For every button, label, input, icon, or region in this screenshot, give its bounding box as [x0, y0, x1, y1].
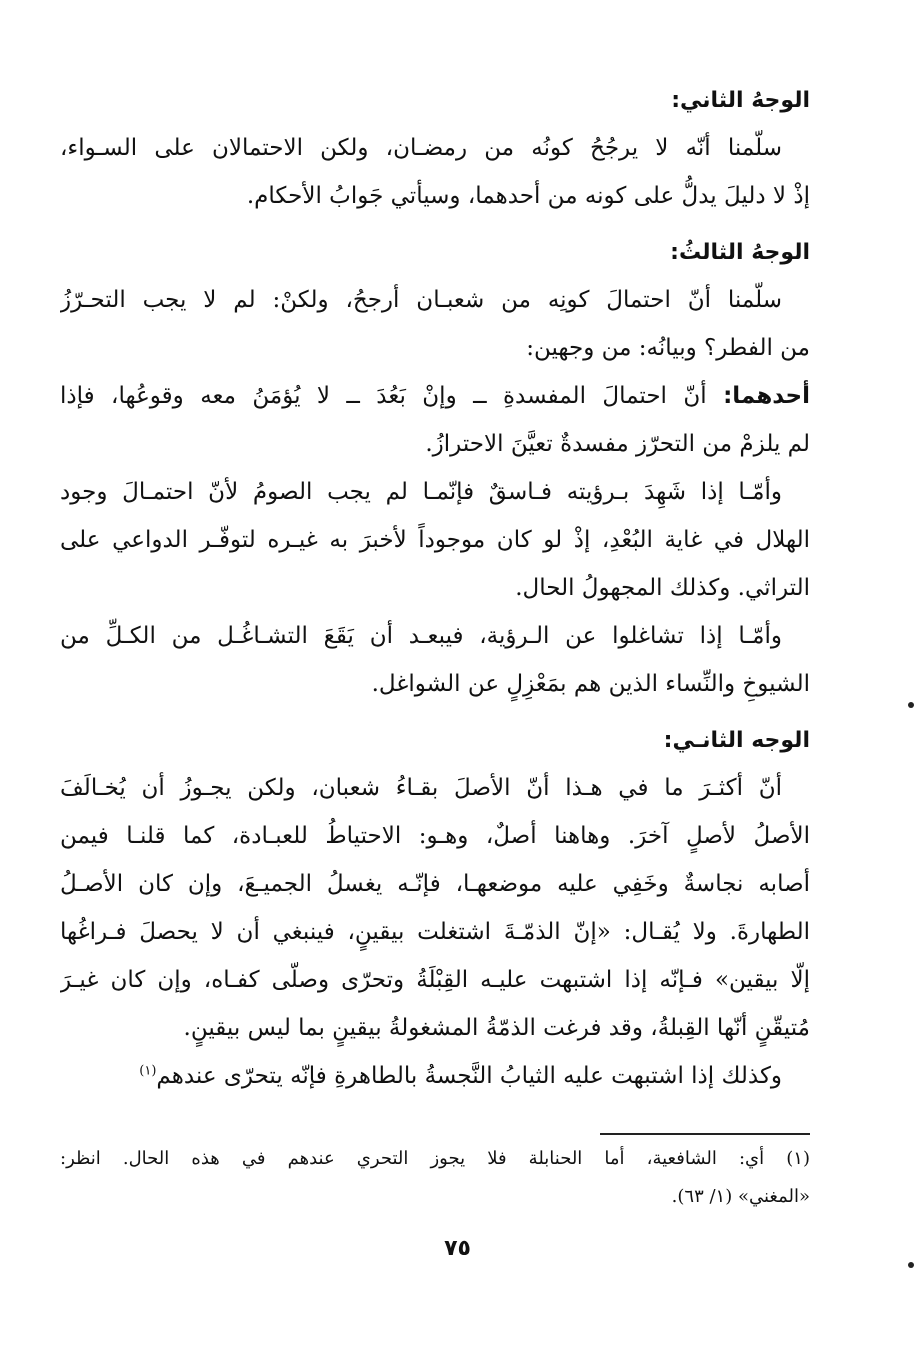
text-line: إذْ لا دليلَ يدلُّ على كونه من أحدهما، وسيأتي جَوابُ الأحكام. [246, 183, 810, 209]
footnote-line: (١) أي: الشافعية، أما الحنابلة فلا يجوز التحري عندهم في هذه الحال. انظر: [60, 1148, 810, 1169]
scan-edge-dot [908, 1262, 914, 1268]
text-line: الطهارةَ. ولا يُقـال: «إنّ الذمّـةَ اشتغلت بيقينٍ، فينبغي أن لا يحصلَ فـراغُها [60, 919, 810, 945]
text-line [60, 372, 810, 420]
text-line: وأمّـا إذا شَهِدَ بـرؤيته فـاسقٌ فإنّمـا لم يجب الصومُ لأنّ احتمـالَ وجود [60, 479, 782, 505]
section-heading: الوجهُ الثاني: [671, 88, 810, 113]
text-line: إلّا بيقين» فـإنّه إذا اشتبهت عليـه القِبْلَةُ وتحرّى وصلّى كفـاه، وإن كان غيـرَ [60, 967, 810, 993]
text-line: سلّمنا أنّ احتمالَ كونِه من شعبـان أرجحُ، ولكنْ: لم لا يجب التحـرّزُ [60, 287, 782, 313]
text-line: سلّمنا أنّه لا يرجُحُ كونُه من رمضـان، ولكن الاحتمالان على السـواء، [60, 135, 782, 161]
text-line: التراثي. وكذلك المجهولُ الحال. [515, 575, 810, 601]
text-span: أنّ احتمالَ المفسدةِ ــ وإنْ بَعُدَ ــ لا يُؤمَنُ معه وقوعُها، فإذا [60, 383, 707, 409]
footnote-rule [600, 1133, 810, 1135]
text-line: الأصلُ لأصلٍ آخرَ. وهاهنا أصلٌ، وهـو: الاحتياطُ للعبـادة، كما قلنـا فيمن [60, 823, 810, 849]
text-line: الشيوخِ والنِّساء الذين هم بمَعْزِلٍ عن الشواغل. [371, 671, 810, 697]
text-line: أصابه نجاسةٌ وخَفِي عليه موضعهـا، فإنّـه يغسلُ الجميـعَ، وإن كان الأصـلُ [60, 871, 810, 897]
text-line: لم يلزمْ من التحرّز مفسدةٌ تعيَّنَ الاحترازُ. [425, 431, 810, 457]
text-line: مُتيقّنٍ أنّها القِبلةُ، وقد فرغت الذمّةُ المشغولةُ بيقينٍ بما ليس بيقينٍ. [183, 1015, 810, 1041]
text-line: وأمّـا إذا تشاغلوا عن الـرؤية، فيبعـد أن يَقَعَ التشـاغُـل من الكـلِّ من [60, 623, 782, 649]
text-line: أنّ أكثـرَ ما في هـذا أنّ الأصلَ بقـاءُ شعبان، ولكن يجـوزُ أن يُخـالَفَ [60, 775, 782, 801]
section-heading: الوجهُ الثالثُ: [670, 240, 810, 265]
section-heading: الوجه الثانـي: [663, 728, 810, 753]
text-span: وكذلك إذا اشتبهت عليه الثيابُ النَّجسةُ بالطاهرةِ فإنّه يتحرّى عندهم [156, 1063, 782, 1089]
page-number: ٧٥ [444, 1236, 471, 1261]
footnote-line: «المغني» (١/ ٦٣). [671, 1186, 810, 1207]
text-line: الهلال في غاية البُعْدِ، إذْ لو كان موجوداً لأخبرَ به غيـره لتوفّـر الدواعي على [60, 527, 810, 553]
text-line: من الفطر؟ وبيانُه: من وجهين: [526, 335, 810, 361]
book-page [60, 78, 810, 1278]
text-line [60, 1052, 810, 1100]
lead-word: أحدهما: [723, 383, 810, 409]
scan-edge-dot [908, 702, 914, 708]
footnote [60, 1140, 810, 1216]
footnote-ref: (١) [139, 1063, 157, 1079]
